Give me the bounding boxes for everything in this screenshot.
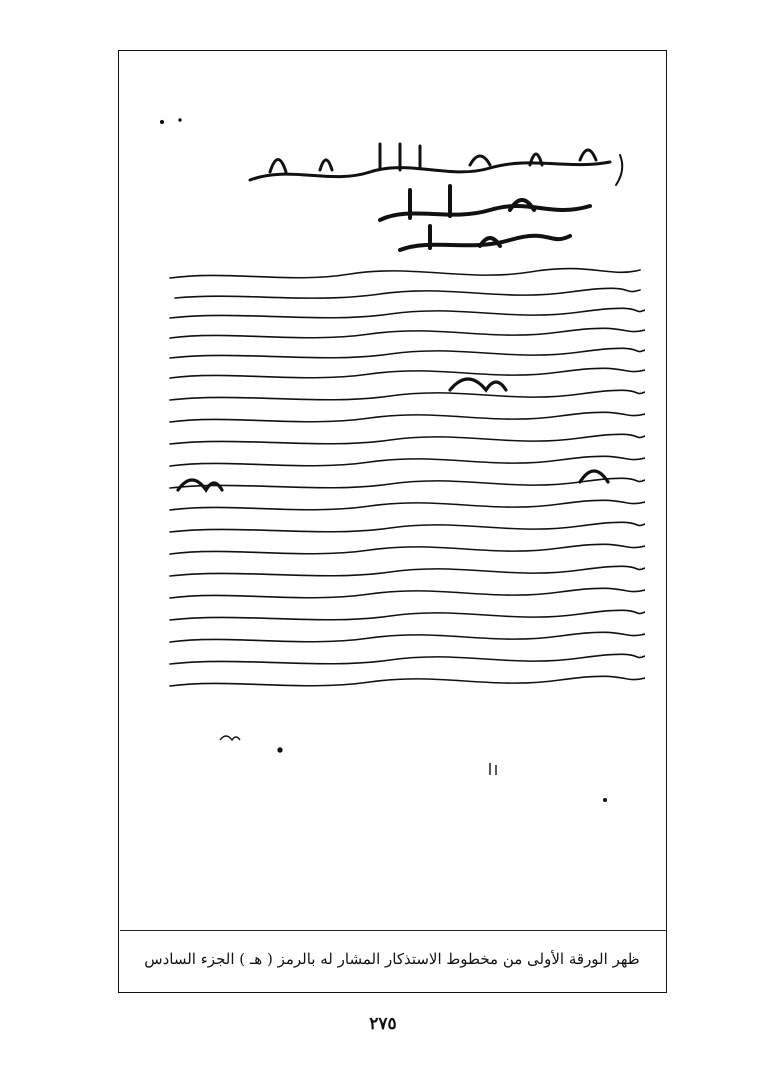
chapter-heading-calligraphy	[380, 186, 590, 250]
page-number: ٢٧٥	[369, 1014, 397, 1034]
ink-speck	[179, 119, 181, 121]
ink-speck	[604, 799, 607, 802]
ink-speck	[160, 120, 163, 123]
manuscript-body-lines	[170, 269, 645, 686]
figure-caption: ظهر الورقة الأولى من مخطوط الاستذكار المشار له بالرمز ( هـ ) الجزء السادس	[144, 950, 640, 968]
manuscript-marginalia	[220, 736, 496, 775]
caption-divider	[120, 930, 666, 931]
manuscript-image	[150, 110, 645, 830]
ink-speck	[278, 748, 282, 752]
basmala-calligraphy	[250, 144, 622, 185]
